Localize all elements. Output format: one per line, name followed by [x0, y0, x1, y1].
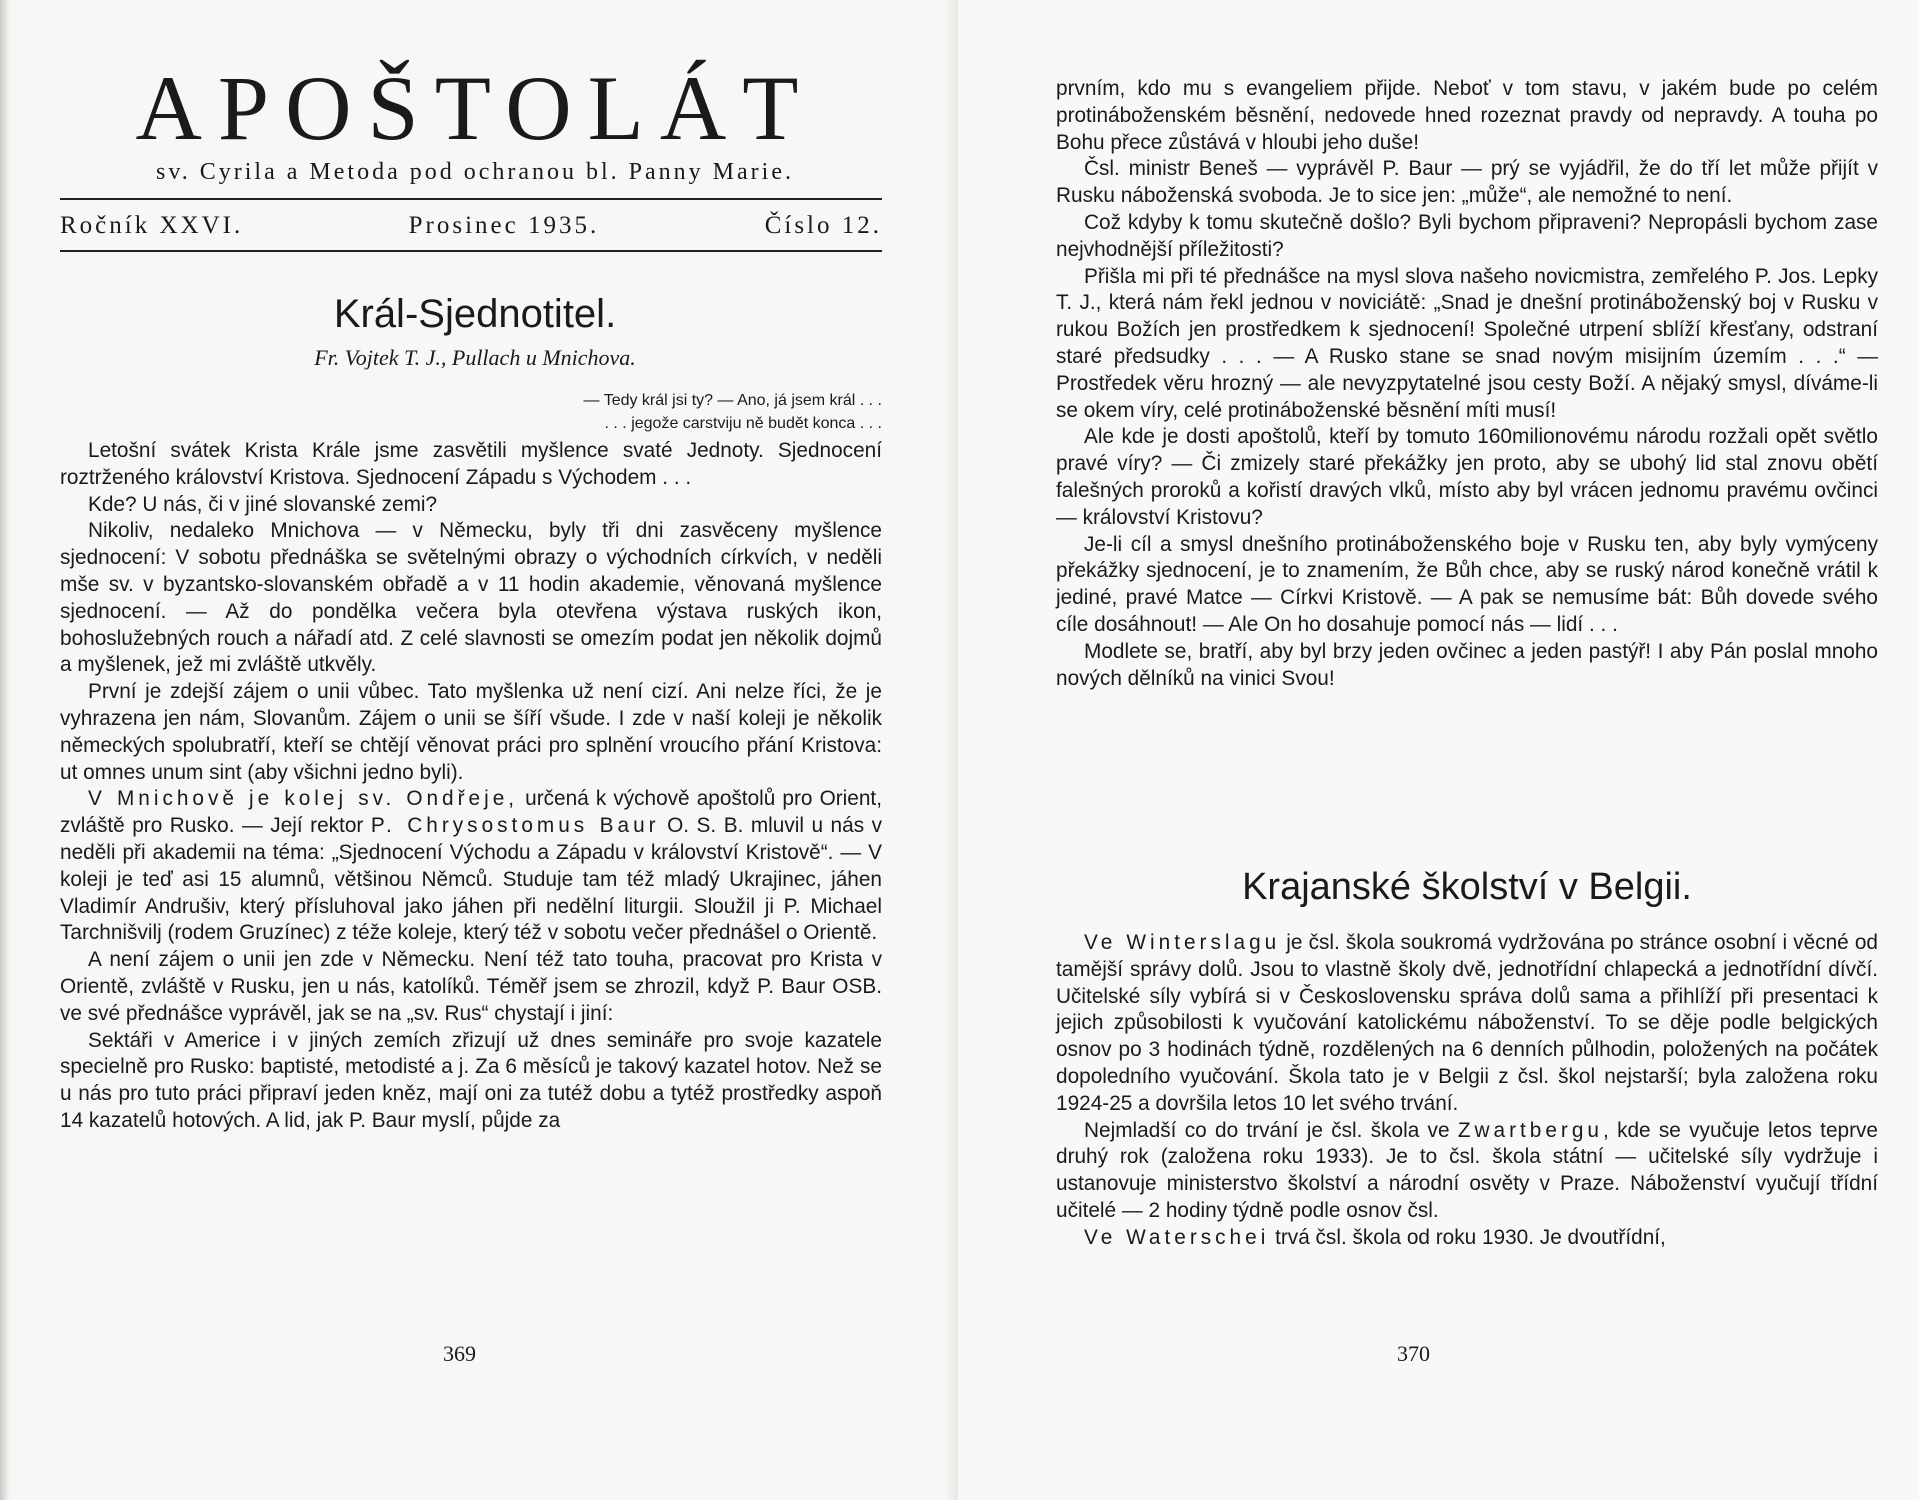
paragraph: Čsl. ministr Beneš — vyprávěl P. Baur — prý se vyjádřil, že do tří let může přijít v Rusku náboženská svoboda. Je to sice jen: „může“, ale nemožné to není. [1056, 157, 1878, 208]
masthead-subtitle: sv. Cyrila a Metoda pod ochranou bl. Panny Marie. [155, 159, 794, 185]
text-run: určená k výchově apoštolů pro Orient, zvláště pro Rusko. — Její rektor [60, 787, 882, 838]
article-byline: Fr. Vojtek T. J., Pullach u Mnichova. [314, 345, 636, 370]
paragraph: A není zájem o unii jen zde v Německu. Není též tato touha, pracovat pro Krista v Orientě, zvláště v Rusku, jen u nás, katolíků. Téměř jsem se zhrozil, když P. Baur OSB. ve své přednášce vyprávěl, jak se na „sv. Rus“ chystají i jiní: [60, 948, 882, 1025]
article-epigraph [60, 389, 882, 435]
paragraph: Což kdyby k tomu skutečně došlo? Byli bychom připraveni? Nepropásli bychom zase nejvhodnější příležitosti? [1056, 210, 1878, 261]
spaced-text: P. Chrysostomus Baur [370, 814, 660, 838]
page-edge [0, 0, 10, 1500]
issue-number: Číslo 12. [764, 212, 882, 239]
epigraph-line: — Tedy král jsi ty? — Ano, já jsem král . . . [583, 392, 882, 409]
masthead-title: APOŠTOLÁT [135, 57, 815, 159]
page-number-right: 370 [1397, 1341, 1430, 1366]
article-body-right [1056, 76, 1878, 692]
text-run: , kde se vyučuje letos teprve druhý rok (založena roku 1933). Je to čsl. škola státní — učitelské síly vydržuje i ustanovuje ministerstvo školství a národní osvěty v Praze. Náboženství vyučují třídní učitelé — 2 hodiny týdně podle osnov čsl. [1056, 1118, 1878, 1222]
paragraph: První je zdejší zájem o unii vůbec. Tato myšlenka už není cizí. Ani nelze říci, že je vyhrazena jen nám, Slovanům. Zájem o unii se šíří všude. I zde v naší koleji je několik německých spolubratří, kteří se chtějí věnovat práci pro splnění vroucího přání Kristova: ut omnes unum sint (aby všichni jedno byli). [60, 680, 882, 784]
text-run: je čsl. škola soukromá vydržována po stránce osobní i věcné od tamější správy dolů. Jsou to vlastně školy dvě, jednotřídní chlapecká a jednotřídní dívčí. Učitelské síly vybírá si v Československu správa dolů sama a přihlíží při presentaci k jejich způsobilosti k vyučování katolickému náboženství. To se děje podle belgických osnov po 3 hodinách týdně, rozdělených na 6 denních půlhodin, položených na počátek dopoledního vyučování. Škola tato je v Belgii z čsl. škol nejstarší; byla založena roku 1924-25 a dovršila letos 10 let svého trvání. [1056, 931, 1878, 1115]
paragraph [1056, 1225, 1878, 1252]
masthead-rule-top [60, 198, 882, 200]
issue-info [60, 213, 882, 238]
paragraph: Ale kde je dosti apoštolů, kteří by tomuto 160milionovému národu rozžali opět světlo pravé víry? — Či zmizely staré překážky jen proto, aby se ubohý lid stal znovu obětí falešných proroků a kořistí dravých vlků, místo aby byl vrácen jednomu pravému ovčinci — království Kristovu? [1056, 425, 1878, 529]
paragraph: Nikoliv, nedaleko Mnichova — v Německu, byly tři dni zasvěceny myšlence sjednocení: V sobotu přednáška se světelnými obrazy o východních církvích, v neděli mše sv. v byzantsko-slovanském obřadě a v 11 hodin akademie, věnovaná myšlence sjednocení. — Až do pondělka večera byla otevřena výstava ruských ikon, bohoslužebných rouch a nářadí atd. Z celé slavnosti se omezím podat jen několik dojmů a myšlenek, jež mi zvláště utkvěly. [60, 519, 882, 677]
paragraph [1056, 1118, 1878, 1225]
paragraph [1056, 930, 1878, 1118]
spaced-text: V Mnichově je kolej sv. Ondřeje, [88, 787, 519, 811]
text-run: trvá čsl. škola od roku 1930. Je dvoutřídní, [1269, 1225, 1666, 1249]
article-body-2 [1056, 930, 1878, 1252]
spaced-text: Zwartbergu [1457, 1118, 1603, 1142]
article-title-2: Krajanské školství v Belgii. [1242, 866, 1692, 908]
left-page [0, 0, 958, 1500]
page-number-left: 369 [443, 1341, 476, 1366]
article-body-left [60, 438, 882, 1135]
paragraph: Modlete se, bratří, aby byl brzy jeden ovčinec a jeden pastýř! I aby Pán poslal mnoho nových dělníků na vinici Svou! [1056, 639, 1878, 690]
issue-date: Prosinec 1935. [408, 212, 600, 239]
paragraph: Přišla mi při té přednášce na mysl slova našeho novicmistra, zemřelého P. Jos. Lepky T. J., která nám řekl jednou v noviciátě: „Snad je dnešní protináboženský boj v Rusku v rukou Božích jen prostředkem k sjednocení! Společné utrpení sblíží křesťany, odstraní staré předsudky . . . — A Rusko stane se snad novým misijním územím . . .“ — Prostředek věru hrozný — ale nevyzpytatelné jsou cesty Boží. A nějaký smysl, díváme-li se okem víry, celé protináboženské běsnění míti musí! [1056, 264, 1878, 422]
volume-label: Ročník XXVI. [60, 212, 244, 239]
paragraph: Kde? U nás, či v jiné slovanské zemi? [88, 492, 438, 516]
paragraph: Je-li cíl a smysl dnešního protináboženského boje v Rusku ten, aby byly vymýceny překážky sjednocení, je to znamením, že Bůh chce, aby se ruský národ konečně vrátil k jediné, pravé Matce — Církvi Kristově. — A pak se nemusíme bát: Bůh dovede svého cíle dosáhnout! — Ale On ho dosahuje pomocí nás — lidí . . . [1056, 532, 1878, 636]
paragraph: Sektáři v Americe i v jiných zemích zřizují už dnes semináře pro svoje kazatele specielně pro Rusko: baptisté, metodisté a j. Za 6 měsíců je takový kazatel hotov. Než se u nás pro tuto práci připraví jeden kněz, mají oni za tutéž dobu a tytéž prostředky aspoň 14 kazatelů hotových. A lid, jak P. Baur myslí, půjde za [60, 1028, 882, 1132]
spaced-text: Ve Waterschei [1084, 1225, 1270, 1249]
paragraph [60, 786, 882, 947]
paragraph: prvním, kdo mu s evangeliem přijde. Neboť v tom stavu, v jakém bude po celém protináboženském běsnění, nedovede hned rozeznat pravdy od nepravdy. A touha po Bohu přece zůstává v hloubi jeho duše! [1056, 77, 1878, 154]
text-run: Nejmladší co do trvání je čsl. škola ve [1084, 1118, 1458, 1142]
masthead-rule-bottom [60, 250, 882, 252]
epigraph-line: . . . jegože carstviju ně budět konca . . . [604, 415, 882, 432]
spaced-text: Ve Winterslagu [1084, 931, 1281, 954]
article-title: Král-Sjednotitel. [333, 292, 617, 336]
text-run: O. S. B. mluvil u nás v neděli při akademii na téma: „Sjednocení Východu a Západu v království Kristově“. — V koleji je teď asi 15 alumnů, většinou Němců. Studuje tam též mladý Ukrajinec, jáhen Vladimír Andrušiv, který přísluhoval jako jáhen při nedělní liturgii. Sloužil ji P. Michael Tarchnišvilj (rodem Gruzínec) z téže koleje, který též v sobotu večer přednášel o Orientě. [60, 814, 882, 945]
paragraph: Letošní svátek Krista Krále jsme zasvětili myšlence svaté Jednoty. Sjednocení roztrženého království Kristova. Sjednocení Západu s Východem . . . [60, 439, 882, 489]
